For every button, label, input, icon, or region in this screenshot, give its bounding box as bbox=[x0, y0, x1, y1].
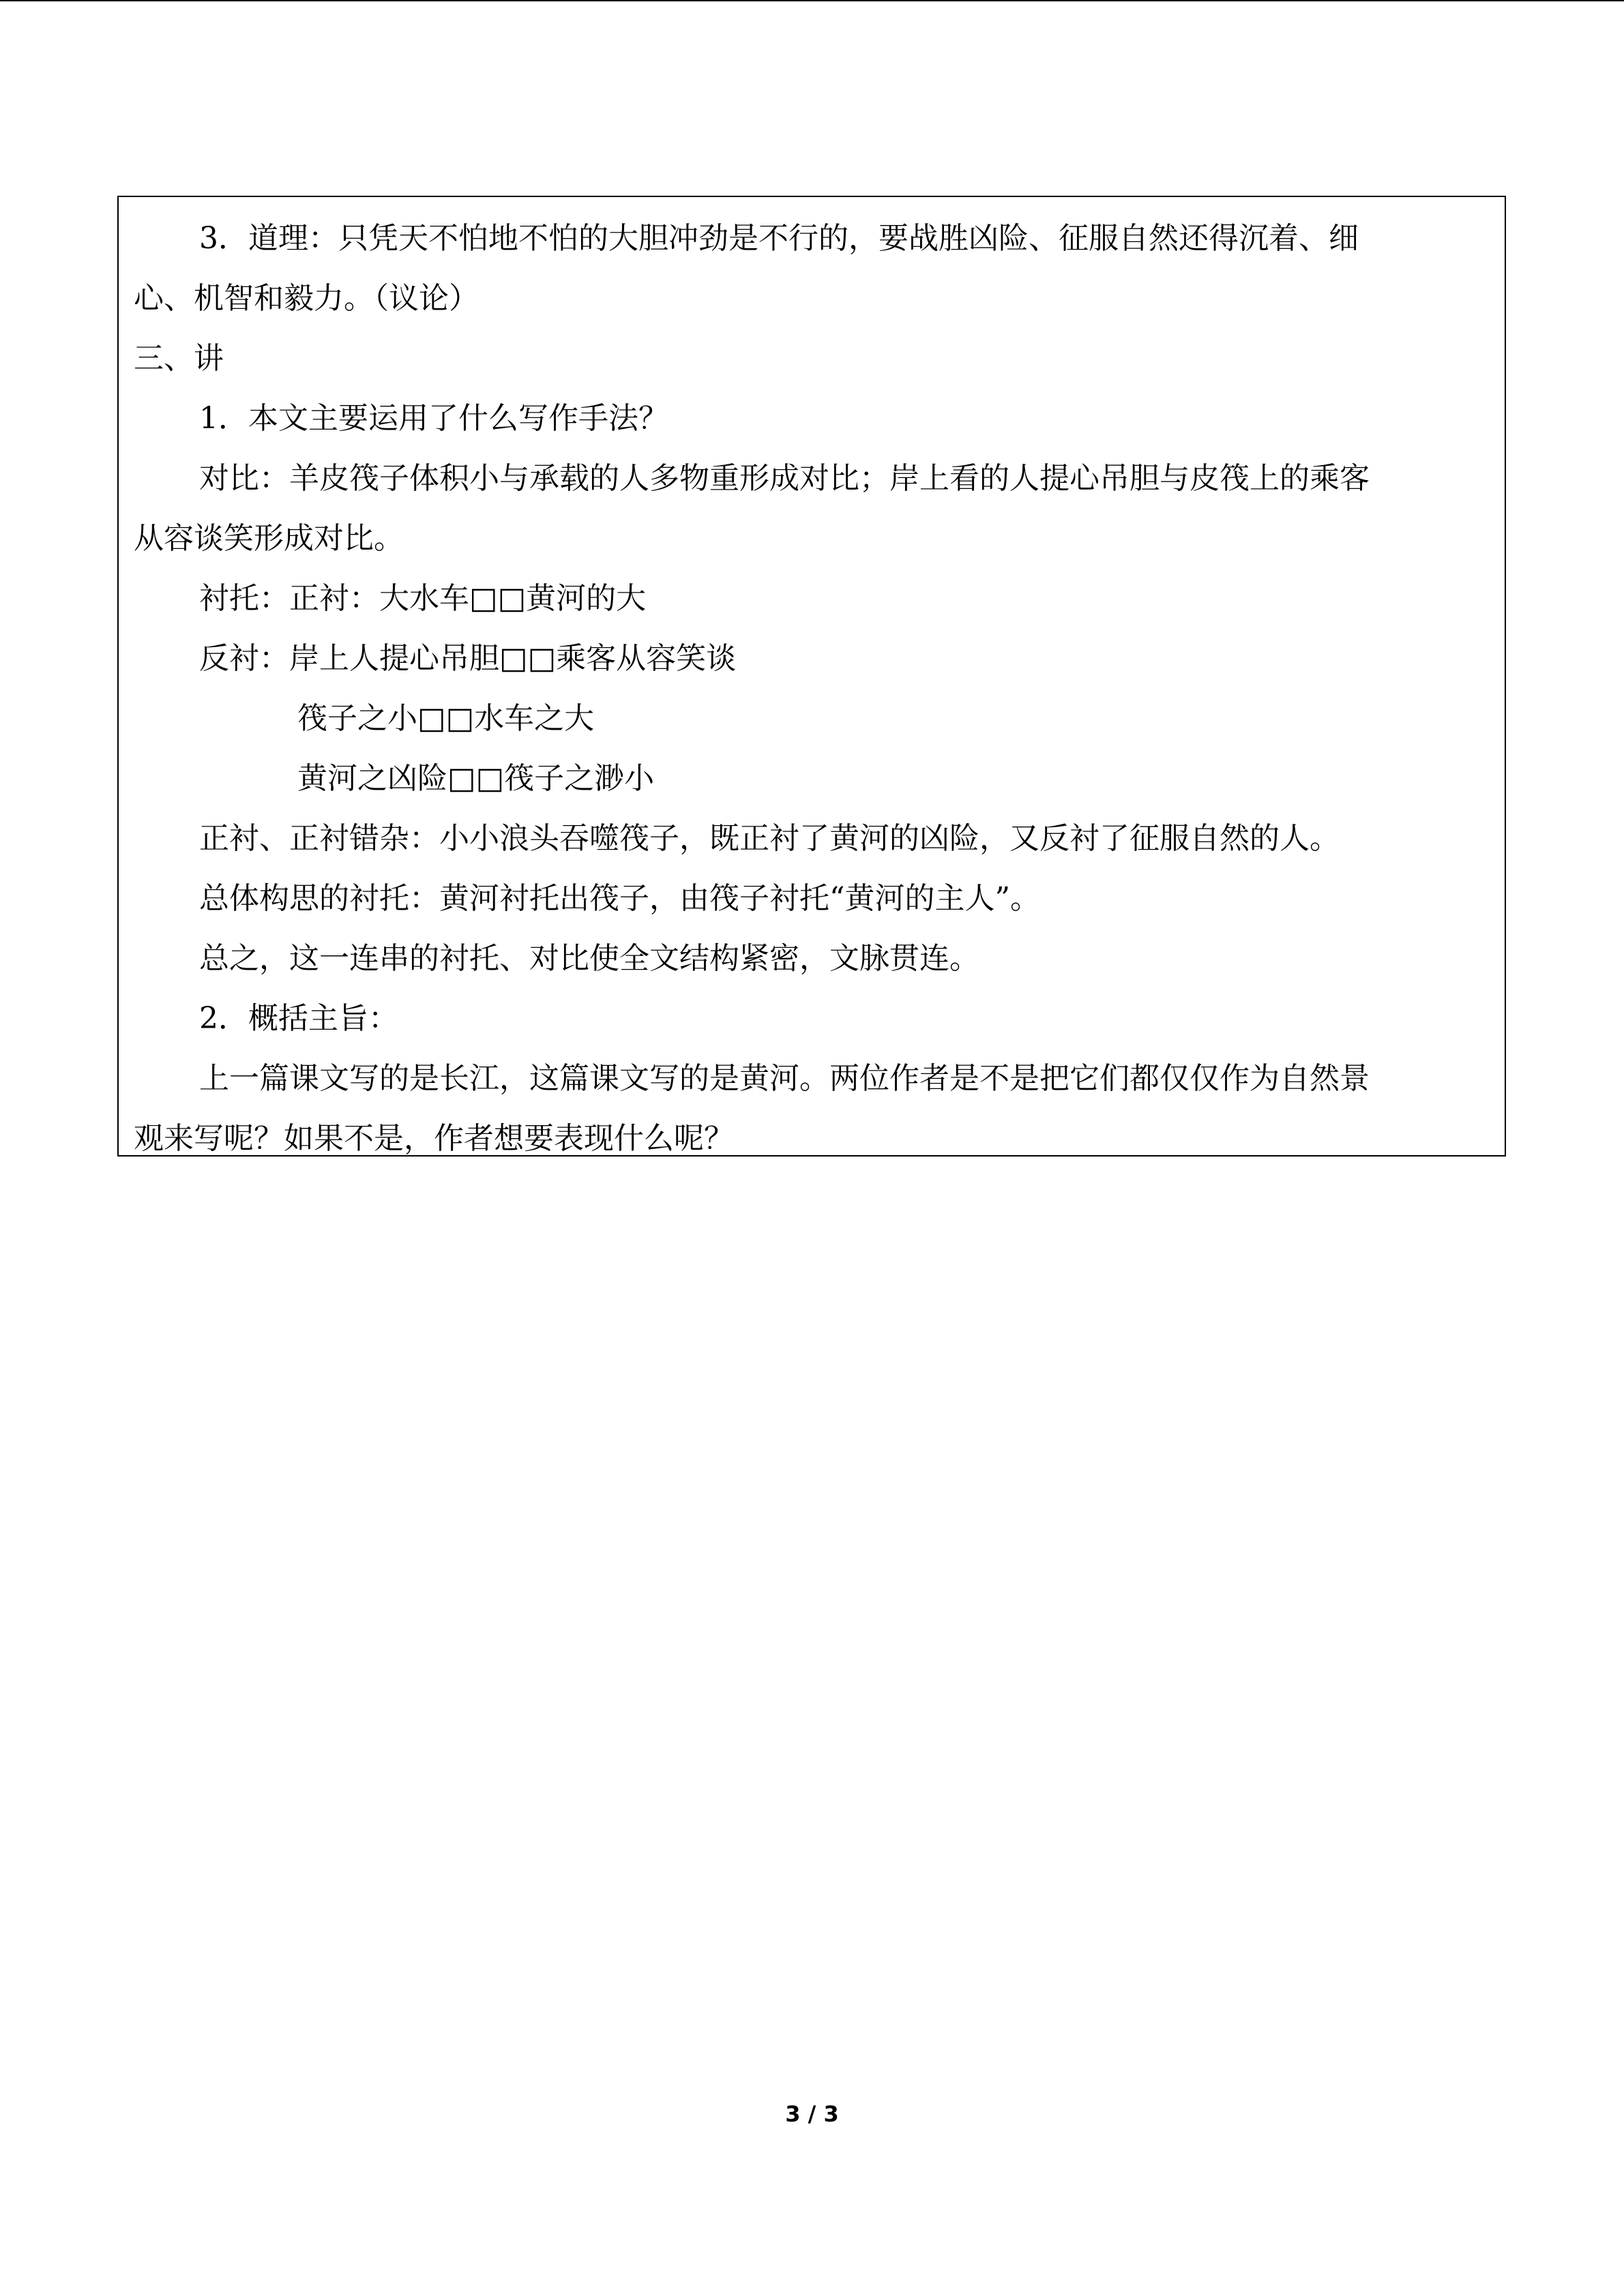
text-line: 总体构思的衬托：黄河衬托出筏子，由筏子衬托“黄河的主人”。 bbox=[199, 881, 1040, 916]
text-line: 反衬：岸上人提心吊胆□□乘客从容笑谈 bbox=[199, 641, 737, 676]
text-line: 观来写呢？如果不是，作者想要表现什么呢？ bbox=[134, 1121, 734, 1156]
question-heading: 1．本文主要运用了什么写作手法？ bbox=[199, 401, 668, 436]
text-line: 上一篇课文写的是长江，这篇课文写的是黄河。两位作者是不是把它们都仅仅作为自然景 bbox=[199, 1061, 1370, 1096]
section-heading: 三、讲 bbox=[134, 341, 224, 376]
text-line: 正衬、正衬错杂：小小浪头吞噬筏子，既正衬了黄河的凶险，又反衬了征服自然的人。 bbox=[199, 821, 1340, 856]
text-line: 心、机智和毅力。（议论） bbox=[134, 281, 479, 316]
text-line: 从容谈笑形成对比。 bbox=[134, 521, 404, 556]
page-top-border bbox=[0, 0, 1624, 1]
text-line: 黄河之凶险□□筏子之渺小 bbox=[297, 761, 655, 796]
text-line: 3．道理：只凭天不怕地不怕的大胆冲劲是不行的，要战胜凶险、征服自然还得沉着、细 bbox=[199, 221, 1359, 256]
text-line: 衬托：正衬：大水车□□黄河的大 bbox=[199, 581, 647, 616]
lesson-content-box bbox=[117, 196, 1506, 1157]
text-line: 对比：羊皮筏子体积小与承载的人多物重形成对比；岸上看的人提心吊胆与皮筏上的乘客 bbox=[199, 461, 1370, 496]
page-number: 3 / 3 bbox=[785, 2101, 839, 2127]
text-line: 总之，这一连串的衬托、对比使全文结构紧密，文脉贯连。 bbox=[199, 941, 979, 976]
question-heading: 2．概括主旨： bbox=[199, 1001, 398, 1036]
text-line: 筏子之小□□水车之大 bbox=[297, 701, 595, 736]
